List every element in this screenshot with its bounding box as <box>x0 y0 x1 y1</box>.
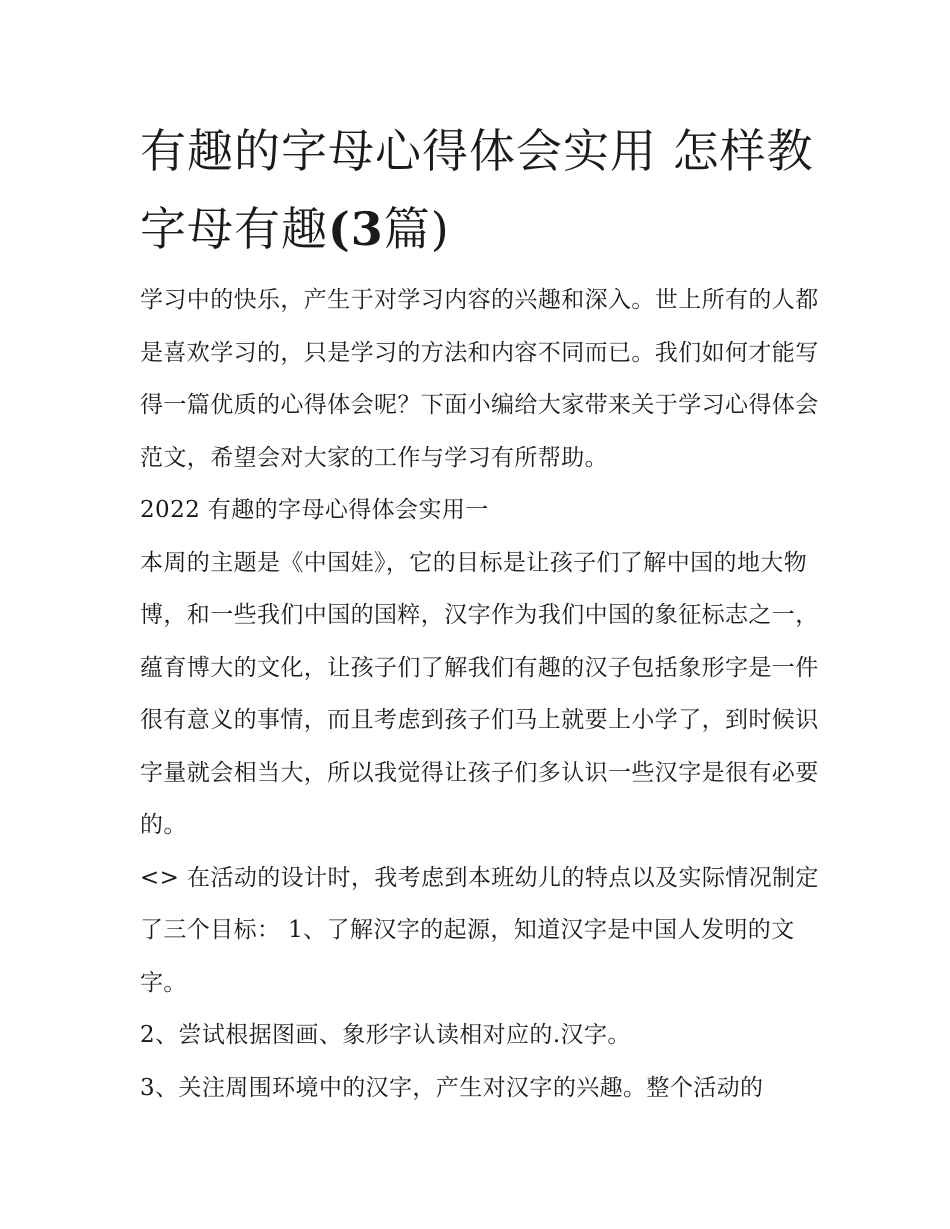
body-paragraph-theme: 本周的主题是《中国娃》，它的目标是让孩子们了解中国的地大物博，和一些我们中国的国粹，汉字作为我们中国的象征标志之一，蕴育博大的文化，让孩子们了解我们有趣的汉子包括象形字是一件很有意义的事情，而且考虑到孩子们马上就要上小学了，到时候识字量就会相当大，所以我觉得让孩子们多认识一些汉字是很有必要的。 <box>140 549 819 838</box>
title-count-text: (3 <box>328 202 384 256</box>
goal-item-3: 3、关注周围环境中的汉字，产生对汉字的兴趣。整个活动的 <box>140 1074 764 1101</box>
title-main-text: 有趣的字母心得体会实用 怎样教字母有趣 <box>140 124 814 256</box>
document-body <box>140 274 820 1114</box>
body-paragraph-goals: <> 在活动的设计时，我考虑到本班幼儿的特点以及实际情况制定了三个目标： 1、了解汉字的起源，知道汉字是中国人发明的文字。 <box>140 864 819 996</box>
intro-paragraph: 学习中的快乐，产生于对学习内容的兴趣和深入。世上所有的人都是喜欢学习的，只是学习的方法和内容不同而已。我们如何才能写得一篇优质的心得体会呢？下面小编给大家带来关于学习心得体会范文，希望会对大家的工作与学习有所帮助。 <box>140 287 819 471</box>
goal-item-2: 2、尝试根据图画、象形字认读相对应的.汉字。 <box>140 1022 631 1048</box>
title-suffix-text: 篇) <box>383 202 450 256</box>
document-title <box>140 112 830 268</box>
section-heading: 2022 有趣的字母心得体会实用一 <box>140 497 489 523</box>
